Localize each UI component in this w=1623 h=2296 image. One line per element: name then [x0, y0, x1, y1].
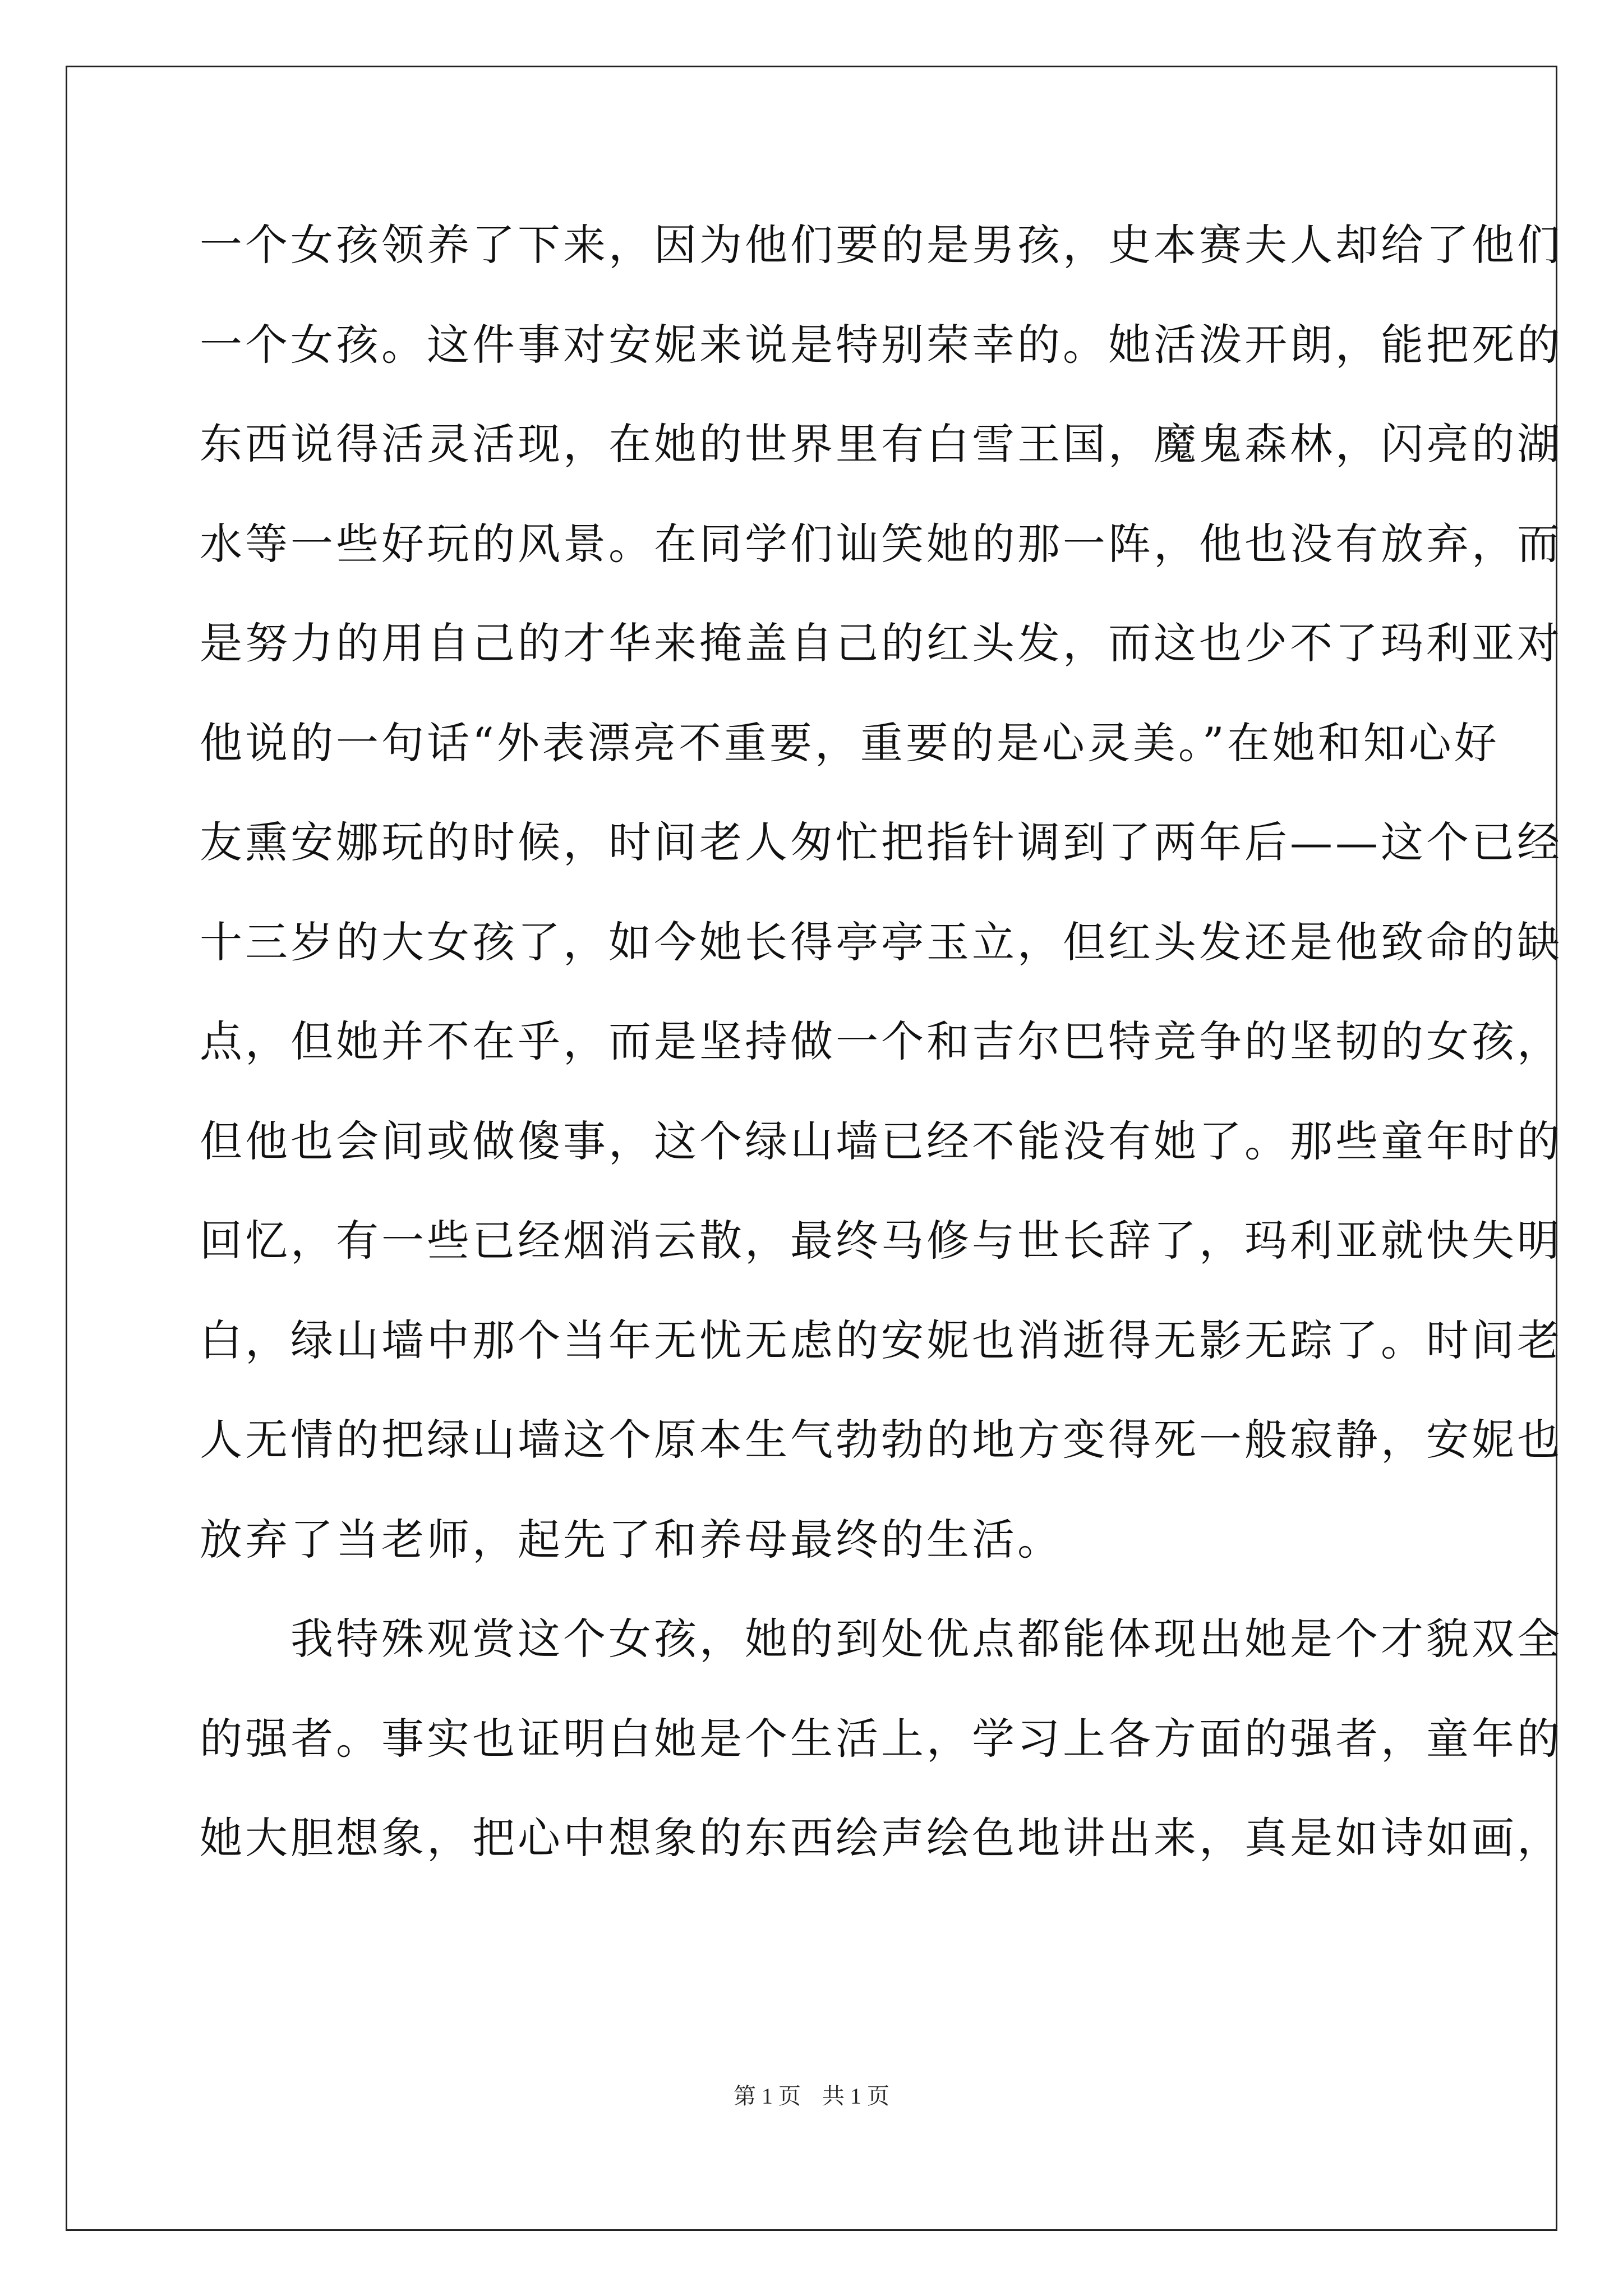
text-line: 人无情的把绿山墙这个原本生气勃勃的地方变得死一般寂静，安妮也	[200, 1415, 1562, 1465]
page-total: 共 1 页	[822, 2083, 889, 2109]
text-line: 东西说得活灵活现，在她的世界里有白雪王国，魔鬼森林，闪亮的湖	[200, 419, 1562, 469]
text-line: 回忆，有一些已经烟消云散，最终马修与世长辞了，玛利亚就快失明	[200, 1216, 1562, 1266]
text-line: 放弃了当老师，起先了和养母最终的生活。	[200, 1514, 1063, 1565]
page-footer	[0, 2078, 1623, 2110]
text-line: 点，但她并不在乎，而是坚持做一个和吉尔巴特竞争的坚韧的女孩，	[200, 1016, 1562, 1066]
text-line: 是努力的用自己的才华来掩盖自己的红头发，而这也少不了玛利亚对	[200, 618, 1562, 668]
text-line: 水等一些好玩的风景。在同学们讪笑她的那一阵，他也没有放弃，而	[200, 518, 1562, 569]
document-body	[200, 195, 1562, 1888]
text-line: 的强者。事实也证明白她是个生活上，学习上各方面的强者，童年的	[200, 1713, 1562, 1764]
text-line: 我特殊观赏这个女孩，她的到处优点都能体现出她是个才貌双全	[200, 1614, 1562, 1664]
text-line: 十三岁的大女孩了，如今她长得亭亭玉立，但红头发还是他致命的缺	[200, 917, 1562, 967]
text-line: 白，绿山墙中那个当年无忧无虑的安妮也消逝得无影无踪了。时间老	[200, 1315, 1562, 1365]
text-line: 一个女孩领养了下来，因为他们要的是男孩，史本赛夫人却给了他们	[200, 220, 1562, 270]
page-number: 第 1 页	[734, 2083, 801, 2109]
text-line: 她大胆想象，把心中想象的东西绘声绘色地讲出来，真是如诗如画，	[200, 1813, 1562, 1863]
text-line: 他说的一句话“外表漂亮不重要，重要的是心灵美。”在她和知心好	[200, 717, 1500, 768]
text-line: 但他也会间或做傻事，这个绿山墙已经不能没有她了。那些童年时的	[200, 1116, 1562, 1166]
text-line: 一个女孩。这件事对安妮来说是特别荣幸的。她活泼开朗，能把死的	[200, 319, 1562, 370]
text-line: 友熏安娜玩的时候，时间老人匆忙把指针调到了两年后——这个已经	[200, 817, 1562, 867]
